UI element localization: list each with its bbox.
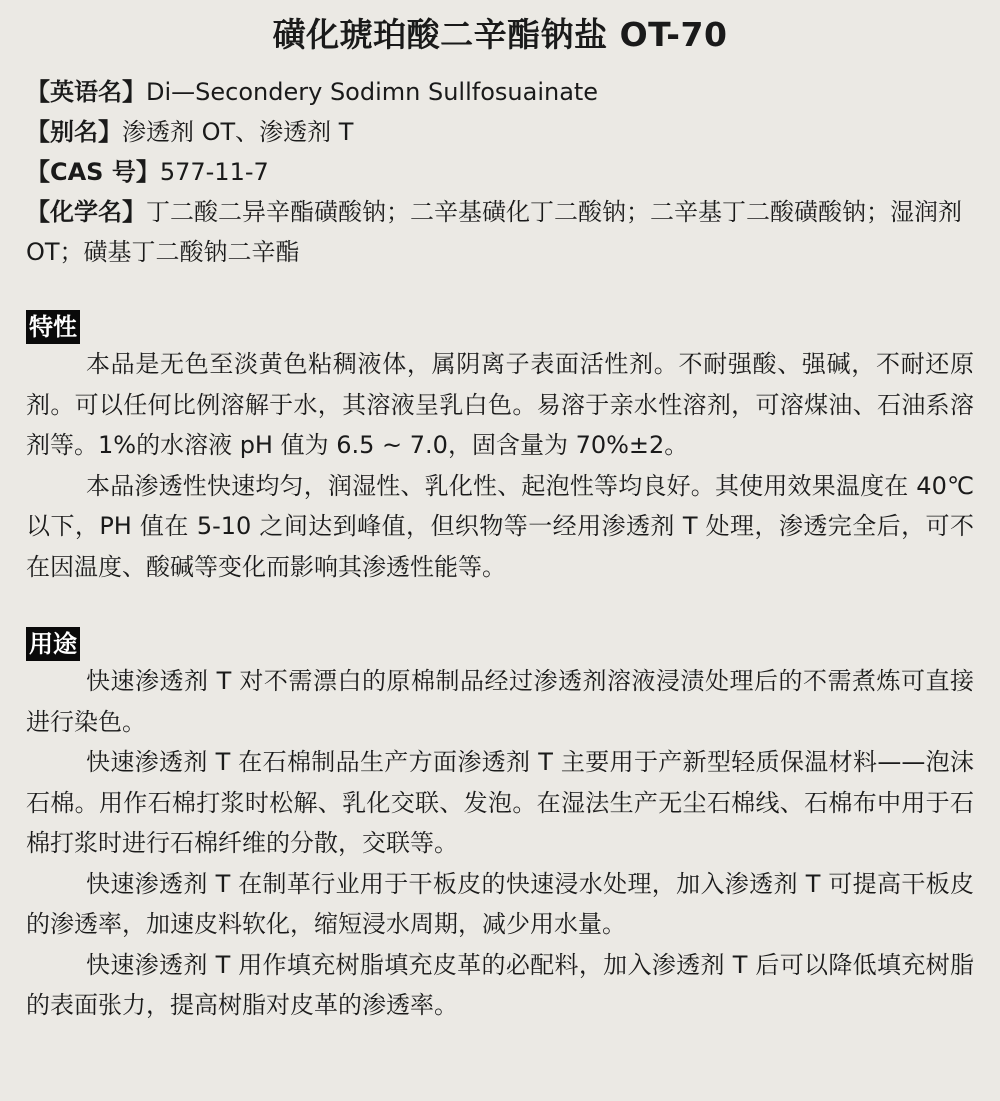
info-key: 【英语名】: [26, 78, 146, 106]
uses-section: [26, 627, 974, 1026]
info-value: Di—Secondery Sodimn Sullfosuainate: [146, 78, 599, 106]
paragraph: 快速渗透剂 T 对不需漂白的原棉制品经过渗透剂溶液浸渍处理后的不需煮炼可直接进行染色。: [26, 667, 974, 736]
info-cas: [26, 152, 974, 192]
info-alias: [26, 112, 974, 152]
info-key: 【别名】: [26, 118, 122, 146]
properties-section: [26, 310, 974, 587]
spacer: [26, 272, 974, 310]
info-key: 【CAS 号】: [26, 158, 160, 186]
paragraph: 本品是无色至淡黄色粘稠液体，属阴离子表面活性剂。不耐强酸、强碱，不耐还原剂。可以任何比例溶解于水，其溶液呈乳白色。易溶于亲水性溶剂，可溶煤油、石油系溶剂等。1%的水溶液 pH 值为 6.5 ~ 7.0，固含量为 70%±2。: [26, 350, 974, 459]
info-english-name: [26, 72, 974, 112]
paragraph: 本品渗透性快速均匀，润湿性、乳化性、起泡性等均良好。其使用效果温度在 40℃以下，PH 值在 5-10 之间达到峰值，但织物等一经用渗透剂 T 处理，渗透完全后，可不在因温度、酸碱等变化而影响其渗透性能等。: [26, 471, 974, 581]
paragraph: 快速渗透剂 T 用作填充树脂填充皮革的必配料，加入渗透剂 T 后可以降低填充树脂的表面张力，提高树脂对皮革的渗透率。: [26, 950, 974, 1019]
info-key: 【化学名】: [26, 198, 146, 226]
section-heading-uses: 用途: [26, 627, 80, 661]
section-heading-properties: 特性: [26, 310, 80, 344]
info-block: [26, 72, 974, 272]
spacer: [26, 587, 974, 627]
info-chemical-name: [26, 192, 974, 272]
info-value: 渗透剂 OT、渗透剂 T: [122, 118, 354, 146]
page-title: 磺化琥珀酸二辛酯钠盐 OT-70: [272, 15, 728, 54]
info-value: 丁二酸二异辛酯磺酸钠；二辛基磺化丁二酸钠；二辛基丁二酸磺酸钠；湿润剂 OT；磺基丁二酸钠二辛酯: [26, 198, 962, 266]
paragraph: 快速渗透剂 T 在制革行业用于干板皮的快速浸水处理，加入渗透剂 T 可提高干板皮的渗透率，加速皮料软化，缩短浸水周期，减少用水量。: [26, 869, 974, 938]
info-value: 577-11-7: [159, 158, 269, 186]
paragraph: 快速渗透剂 T 在石棉制品生产方面渗透剂 T 主要用于产新型轻质保温材料——泡沫石棉。用作石棉打浆时松解、乳化交联、发泡。在湿法生产无尘石棉线、石棉布中用于石棉打浆时进行石棉纤维的分散，交联等。: [26, 748, 974, 857]
